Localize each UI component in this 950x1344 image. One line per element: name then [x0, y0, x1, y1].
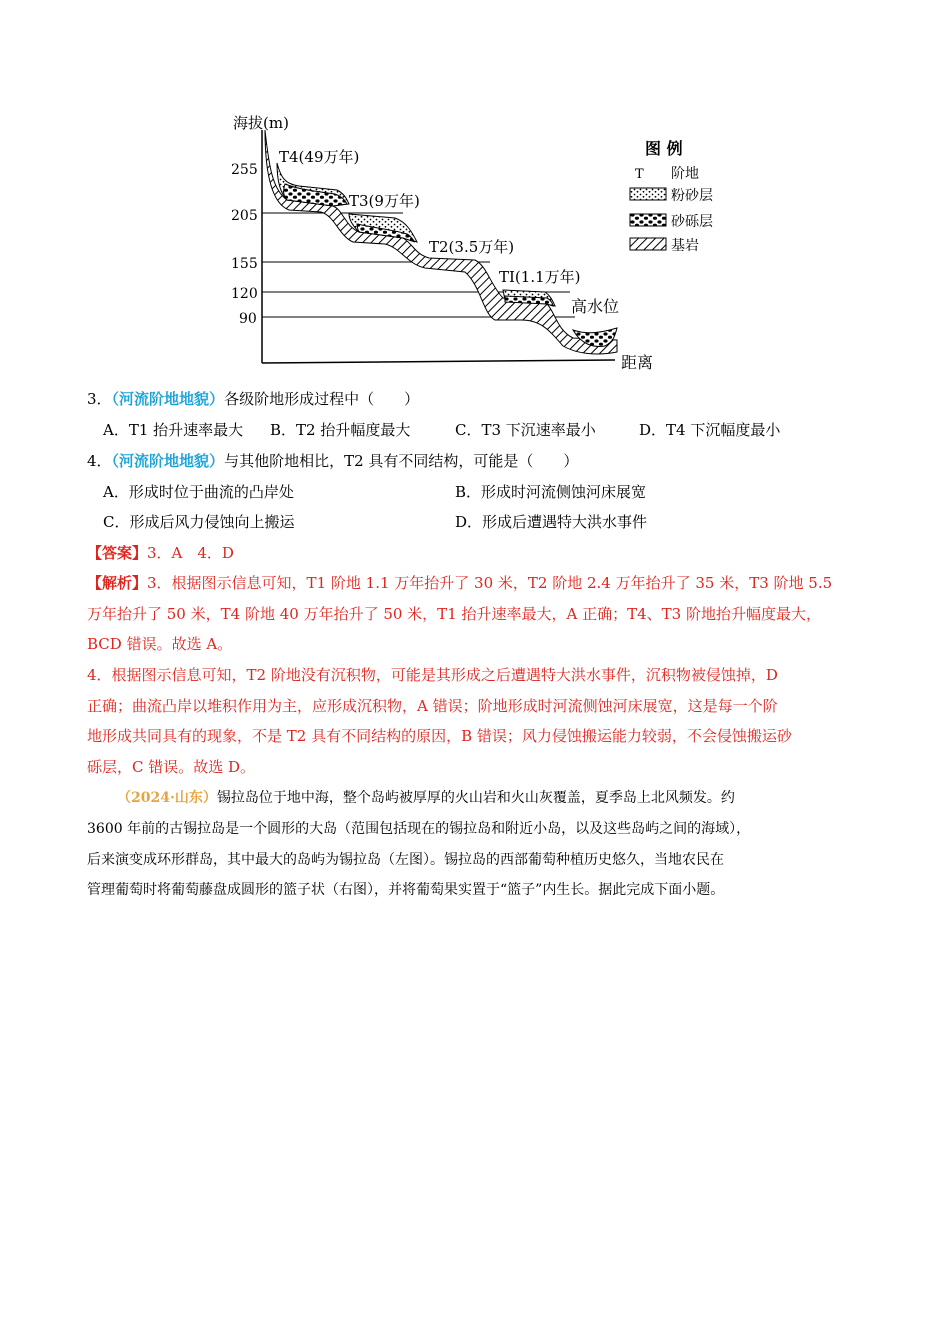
analysis-q3-line-3: BCD 错误。故选 A。 — [87, 635, 233, 653]
passage-text: 锡拉岛位于地中海，整个岛屿被厚厚的火山岩和火山灰覆盖，夏季岛上北风频发。约 — [216, 790, 735, 806]
y-axis-title: 海拔(m) — [233, 114, 289, 132]
terrace-label-t4: T4(49万年) — [279, 148, 360, 166]
y-tick: 205 — [231, 208, 258, 224]
question-tag: （河流阶地地貌） — [111, 390, 225, 408]
q3-option-c[interactable]: C．T3 下沉速率最小 — [455, 421, 596, 439]
terrace-figure — [225, 108, 725, 378]
legend-title: 图 例 — [645, 139, 683, 158]
question-4 — [87, 451, 578, 471]
analysis-text: 3．根据图示信息可知，T1 阶地 1.1 万年抬升了 30 米，T2 阶地 2.4 万年抬升了 35 米，T3 阶地 5.5 — [147, 574, 833, 592]
y-tick: 255 — [231, 162, 258, 178]
q4-option-c[interactable]: C．形成后风力侵蚀向上搬运 — [103, 513, 295, 531]
question-number: 3． — [87, 390, 112, 408]
legend-gravel-swatch — [630, 214, 666, 226]
analysis-q3-line-2: 万年抬升了 50 米，T4 阶地 40 万年抬升了 50 米，T1 抬升速率最大，A 正确；T4、T3 阶地抬升幅度最大， — [87, 605, 821, 623]
q3-option-a[interactable]: A．T1 抬升速率最大 — [103, 421, 244, 439]
analysis-q4-line-1: 4．根据图示信息可知，T2 阶地没有沉积物，可能是其形成之后遭遇特大洪水事件，沉积物被侵蚀掉，D — [87, 666, 778, 684]
legend-label: 基岩 — [671, 238, 699, 254]
legend-symbol: T — [635, 167, 644, 182]
question-number: 4． — [87, 452, 112, 470]
answer-line — [87, 543, 234, 563]
question-tag: （河流阶地地貌） — [111, 452, 225, 470]
terrace-label-t1: TI(1.1万年) — [499, 268, 581, 286]
y-tick: 155 — [231, 256, 258, 272]
analysis-q4-line-4: 砾层，C 错误。故选 D。 — [87, 758, 256, 776]
legend-label: 粉砂层 — [671, 188, 713, 204]
question-stem: 与其他阶地相比，T2 具有不同结构，可能是（ ） — [224, 452, 579, 470]
terrace-label-t3: T3(9万年) — [349, 192, 420, 210]
analysis-q3-line-1 — [87, 573, 832, 593]
legend-label: 砂砾层 — [671, 214, 713, 230]
passage-line-4: 管理葡萄时将葡萄藤盘成圆形的篮子状（右图），并将葡萄果实置于“篮子”内生长。据此完成下面小题。 — [87, 882, 725, 898]
passage-line-3: 后来演变成环形群岛，其中最大的岛屿为锡拉岛（左图）。锡拉岛的西部葡萄种植历史悠久，当地农民在 — [87, 852, 724, 868]
question-3 — [87, 389, 419, 409]
q3-option-b[interactable]: B．T2 抬升幅度最大 — [270, 421, 411, 439]
legend-silt-swatch — [630, 188, 666, 200]
question-stem: 各级阶地形成过程中（ ） — [224, 390, 420, 408]
high-water-label: 高水位 — [571, 297, 620, 316]
x-axis-title: 距离 — [621, 353, 654, 372]
legend-label: 阶地 — [671, 166, 699, 182]
x-axis — [262, 360, 615, 363]
analysis-q4-line-2: 正确；曲流凸岸以堆积作用为主，应形成沉积物，A 错误；阶地形成时河流侧蚀河床展宽，这是每一个阶 — [87, 697, 778, 715]
answer-text: 3．A 4．D — [147, 544, 234, 562]
analysis-q4-line-3: 地形成共同具有的现象，不是 T2 具有不同结构的原因，B 错误；风力侵蚀搬运能力较弱，不会侵蚀搬运砂 — [87, 727, 792, 745]
analysis-label: 【解析】 — [87, 574, 148, 592]
q3-option-d[interactable]: D．T4 下沉幅度最小 — [639, 421, 781, 439]
q4-option-b[interactable]: B．形成时河流侧蚀河床展宽 — [455, 483, 647, 501]
legend-bedrock-swatch — [630, 238, 666, 250]
y-tick: 90 — [239, 311, 257, 327]
passage-line-2: 3600 年前的古锡拉岛是一个圆形的大岛（范围包括现在的锡拉岛和附近小岛，以及这些岛屿之间的海域）， — [87, 821, 751, 837]
terrace-label-t2: T2(3.5万年) — [429, 238, 515, 256]
passage-line-1 — [117, 788, 735, 808]
answer-label: 【答案】 — [87, 544, 148, 562]
q4-option-d[interactable]: D．形成后遭遇特大洪水事件 — [455, 513, 648, 531]
q4-option-a[interactable]: A．形成时位于曲流的凸岸处 — [103, 483, 294, 501]
y-tick: 120 — [231, 286, 258, 302]
passage-source: （2024·山东） — [117, 790, 217, 806]
